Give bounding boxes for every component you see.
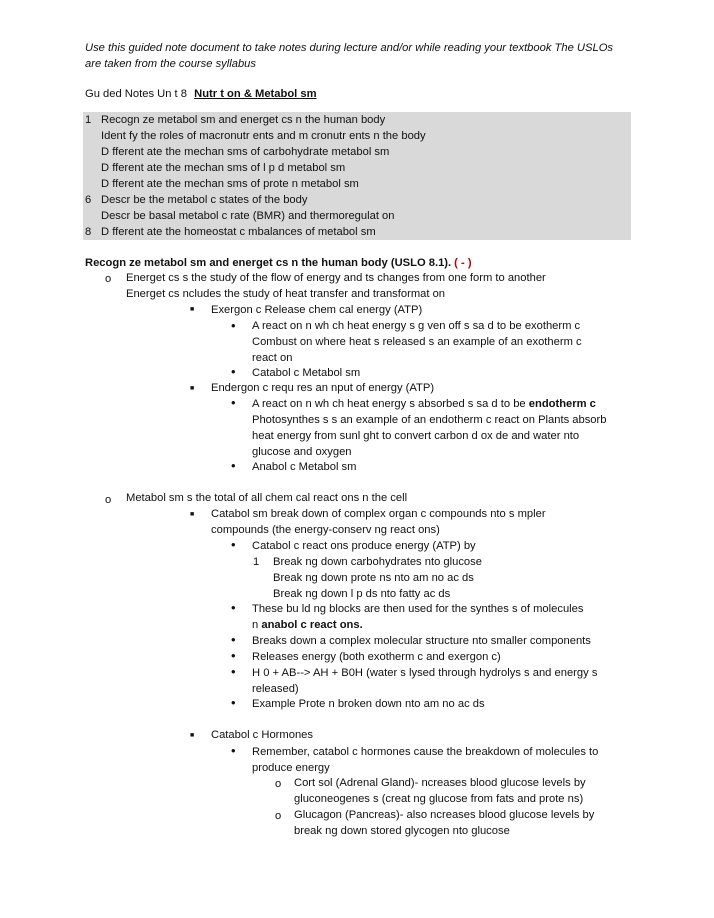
bullet-icon: • xyxy=(231,318,236,333)
remember-line: Remember, catabol c hormones cause the breakdown of molecules to xyxy=(252,746,599,758)
glucagon-line-cont: break ng down stored glycogen nto glucose xyxy=(294,825,510,837)
photosynthesis-line-2: heat energy from sunl ght to convert carbon d ox de and water nto xyxy=(252,430,580,442)
intro-line-1: Use this guided note document to take notes during lecture and/or while reading your textbook The USLOs xyxy=(85,42,613,54)
circle-bullet-icon: o xyxy=(105,494,112,506)
objective-text: Descr be the metabol c states of the body xyxy=(101,194,308,206)
exothermic-definition: A react on n wh ch heat energy s g ven off s sa d to be exotherm c xyxy=(252,320,581,332)
releases-energy-line: Releases energy (both exotherm c and exergon c) xyxy=(252,651,501,663)
objective-text: Ident fy the roles of macronutr ents and m cronutr ents n the body xyxy=(101,130,426,142)
objective-number: 6 xyxy=(85,194,92,206)
breaks-down-line: Breaks down a complex molecular structure nto smaller components xyxy=(252,635,591,647)
list-number: 1 xyxy=(253,556,260,568)
exergonic-line: Exergon c Release chem cal energy (ATP) xyxy=(211,304,423,316)
cortisol-line-cont: gluconeogenes s (creat ng glucose from fats and prote ns) xyxy=(294,793,584,805)
anabolic-metabolism: Anabol c Metabol sm xyxy=(252,461,357,473)
circle-bullet-icon: o xyxy=(275,810,282,822)
square-bullet-icon: ■ xyxy=(190,306,195,313)
endergonic-line: Endergon c requ res an nput of energy (ATP) xyxy=(211,382,435,394)
bullet-icon: • xyxy=(231,600,236,615)
section-heading-text: Recogn ze metabol sm and energet cs n the human body (USLO 8.1). xyxy=(85,257,452,269)
guided-notes-prefix: Gu ded Notes Un t 8 xyxy=(85,88,187,100)
objective-text: Recogn ze metabol sm and energet cs n the human body xyxy=(101,114,386,126)
hydrolysis-equation-cont: released) xyxy=(252,683,299,695)
bullet-icon: • xyxy=(231,395,236,410)
breakdown-carbohydrates: Break ng down carbohydrates nto glucose xyxy=(273,556,482,568)
circle-bullet-icon: o xyxy=(105,273,112,285)
bullet-icon: • xyxy=(231,632,236,647)
objective-text: D fferent ate the mechan sms of l p d metabol sm xyxy=(101,162,346,174)
building-blocks-line: These bu ld ng blocks are then used for the synthes s of molecules xyxy=(252,603,584,615)
catabolic-reactions: Catabol c react ons produce energy (ATP) by xyxy=(252,540,476,552)
exothermic-example-cont: react on xyxy=(252,352,293,364)
bullet-icon: • xyxy=(231,743,236,758)
anabolic-reactions-term: anabol c react ons. xyxy=(261,619,363,631)
metabolism-definition: Metabol sm s the total of all chem cal react ons n the cell xyxy=(126,492,408,504)
building-blocks-cont xyxy=(252,617,363,633)
catabolic-metabolism: Catabol c Metabol sm xyxy=(252,367,361,379)
remember-line-cont: produce energy xyxy=(252,762,330,774)
breakdown-proteins: Break ng down prote ns nto am no ac ds xyxy=(273,572,474,584)
photosynthesis-line-1: Photosynthes s s an example of an endotherm c react on Plants absorb xyxy=(252,414,607,426)
endothermic-definition-text: A react on n wh ch heat energy s absorbed s sa d to be xyxy=(252,398,526,410)
square-bullet-icon: ■ xyxy=(190,732,195,739)
bullet-icon: • xyxy=(231,648,236,663)
unit-title: Nutr t on & Metabol sm xyxy=(194,88,317,100)
hydrolysis-equation: H 0 + AB--> AH + B0H (water s lysed through hydrolys s and energy s xyxy=(252,667,598,679)
catabolic-hormones: Catabol c Hormones xyxy=(211,729,313,741)
photosynthesis-line-3: glucose and oxygen xyxy=(252,446,352,458)
endothermic-term: endotherm c xyxy=(528,398,596,410)
square-bullet-icon: ■ xyxy=(190,385,195,392)
circle-bullet-icon: o xyxy=(275,778,282,790)
section-page-range: ( - ) xyxy=(454,257,472,269)
energetics-definition: Energet cs s the study of the flow of energy and ts changes from one form to another xyxy=(126,272,546,284)
objective-text: D fferent ate the homeostat c mbalances of metabol sm xyxy=(101,226,376,238)
catabolism-definition: Catabol sm break down of complex organ c compounds nto s mpler xyxy=(211,508,546,520)
bullet-icon: • xyxy=(231,537,236,552)
bullet-icon: • xyxy=(231,458,236,473)
energetics-scope: Energet cs ncludes the study of heat transfer and transformat on xyxy=(126,288,446,300)
guided-notes-heading xyxy=(85,86,317,102)
objective-number: 8 xyxy=(85,226,92,238)
bullet-icon: • xyxy=(231,664,236,679)
exothermic-example: Combust on where heat s released s an example of an exotherm c xyxy=(252,336,582,348)
breakdown-lipids: Break ng down l p ds nto fatty ac ds xyxy=(273,588,451,600)
objective-text: Descr be basal metabol c rate (BMR) and thermoregulat on xyxy=(101,210,395,222)
endothermic-definition xyxy=(252,396,596,412)
objective-text: D fferent ate the mechan sms of prote n metabol sm xyxy=(101,178,359,190)
protein-example: Example Prote n broken down nto am no ac ds xyxy=(252,698,485,710)
objective-number: 1 xyxy=(85,114,92,126)
bullet-icon: • xyxy=(231,695,236,710)
section-heading xyxy=(85,255,472,271)
bullet-icon: • xyxy=(231,364,236,379)
glucagon-line: Glucagon (Pancreas)- also ncreases blood glucose levels by xyxy=(294,809,595,821)
intro-line-2: are taken from the course syllabus xyxy=(85,58,257,70)
objectives-box xyxy=(83,112,631,240)
objective-text: D fferent ate the mechan sms of carbohydrate metabol sm xyxy=(101,146,390,158)
catabolism-definition-cont: compounds (the energy-conserv ng react ons) xyxy=(211,524,440,536)
intro-instructions xyxy=(85,40,645,72)
building-blocks-prefix: n xyxy=(252,619,259,631)
cortisol-line: Cort sol (Adrenal Gland)- ncreases blood glucose levels by xyxy=(294,777,586,789)
square-bullet-icon: ■ xyxy=(190,511,195,518)
